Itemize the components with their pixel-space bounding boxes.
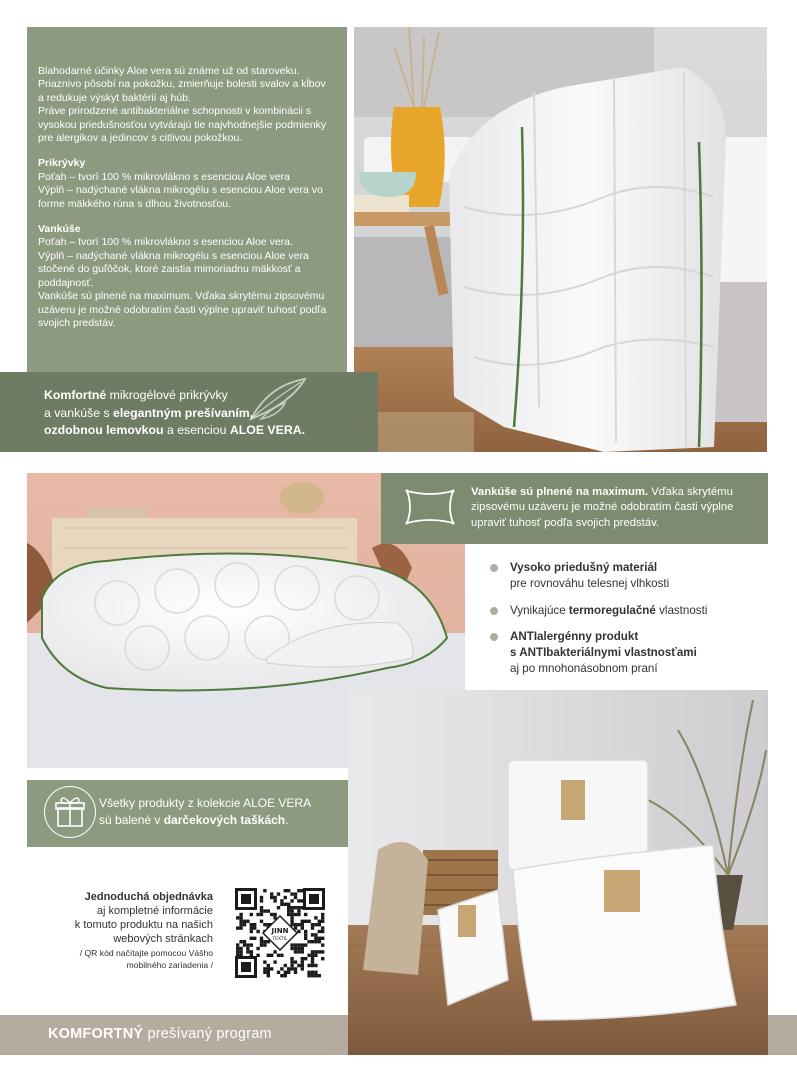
gift-line-2-post: . — [285, 813, 289, 827]
prikryvky-line-1: Poťah – tvorí 100 % mikrovlákno s esenciou Aloe vera — [38, 170, 290, 183]
bottom-band-right — [768, 1015, 797, 1055]
feature-1-line-2: pre rovnováhu telesnej vlhkosti — [510, 576, 670, 590]
banner-bold-3: ozdobnou lemovkou — [44, 423, 164, 438]
bottom-band-rest: prešívaný program — [143, 1026, 272, 1042]
order-note-1: / QR kód načítajte pomocou Vášho — [79, 948, 213, 958]
bed-duvet-photo — [354, 27, 767, 452]
intro-panel — [27, 27, 347, 372]
vankuse-line-1: Poťah – tvorí 100 % mikrovlákno s esenciou Aloe vera. — [38, 236, 293, 249]
banner-text-3: a esenciou — [163, 423, 230, 438]
bottom-band — [0, 1015, 348, 1055]
gift-icon — [44, 786, 96, 838]
feature-3-bold-2: s ANTIbakteriálnymi vlastnosťami — [510, 646, 697, 660]
banner-bold-4: ALOE VERA. — [229, 423, 306, 438]
feature-3-bold: ANTIalergénny produkt — [510, 630, 639, 644]
list-item — [490, 560, 780, 592]
list-item — [490, 603, 780, 619]
gift-line-1: Všetky produkty z kolekcie ALOE VERA — [99, 796, 312, 810]
banner-bold-1: Komfortné — [44, 388, 107, 402]
intro-paragraph-2: Práve prirodzené antibakteriálne schopnosti v kombinácii s vysokou priedušnosťou vytvárajú tie najvhodnejšie podmienky pre alergikov a jedincov s citlivou pokožkou. — [38, 105, 327, 145]
order-line-3: webových stránkach — [113, 933, 213, 945]
pillow-icon — [401, 483, 459, 531]
intro-paragraph-1: Blahodarné účinky Aloe vera sú známe už od staroveku. Priaznivo pôsobí na pokožku, zmierňuje bolesti svalov a kĺbov a redukuje výskyt baktérií aj húb. — [38, 65, 326, 104]
gift-box-text — [99, 795, 339, 829]
prikryvky-heading: Prikrývky — [38, 157, 86, 170]
vankuse-box-body: Vďaka skrytému zipsovému uzáveru je možné odobratím časti výplne upraviť tuhosť podľa svojich predstáv. — [471, 486, 734, 529]
order-note-2: mobilného zariadenia / — [126, 959, 213, 970]
order-note — [20, 948, 213, 971]
banner-text-2: a vankúše s — [44, 405, 114, 420]
vankuse-box-bold: Vankúše sú plnené na maximum. — [471, 486, 649, 498]
feature-2-pre: Vynikajúce — [510, 603, 569, 617]
bottom-band-bold: KOMFORTNÝ — [48, 1026, 144, 1042]
feature-2-post: vlastnosti — [655, 603, 708, 617]
qr-logo-line-1: JINN — [271, 927, 289, 935]
feature-1-bold: Vysoko priedušný materiál — [510, 561, 658, 574]
feature-3-line-3: aj po mnohonásobnom praní — [510, 661, 658, 675]
order-info — [20, 890, 213, 971]
vankuse-box-text — [471, 485, 763, 531]
vankuse-line-2: Výplň – nadýchané vlákna mikrogélu s esenciou Aloe vera stočené do guľôčok, ktoré zaistia mimoriadnu mäkkosť a poddajnosť. — [38, 249, 309, 289]
list-item — [490, 629, 780, 676]
bottom-band-text — [48, 1026, 272, 1042]
banner-bold-2: elegantným prešívaním, — [113, 405, 254, 420]
gift-line-2-bold: darčekových taškách — [163, 813, 286, 827]
feature-list — [490, 560, 780, 688]
banner-text — [44, 387, 344, 440]
prikryvky-line-2: Výplň – nadýchané vlákna mikrogélu s esenciou Aloe vera vo forme mäkkého rúna s dlhou životnosťou. — [38, 184, 323, 210]
vankuse-info-box — [381, 473, 768, 544]
bullet-icon — [490, 607, 498, 615]
products-photo — [348, 690, 768, 1055]
qr-code[interactable] — [233, 886, 327, 980]
feature-banner — [0, 372, 378, 452]
banner-text-1: mikrogélové prikrývky — [106, 388, 228, 402]
bullet-icon — [490, 564, 498, 572]
gift-info-box — [27, 780, 348, 847]
feature-2-bold: termoregulačné — [568, 603, 656, 617]
order-line-1: aj kompletné informácie — [96, 905, 213, 917]
order-line-2: k tomuto produktu na našich — [74, 919, 213, 931]
vankuse-heading: Vankúše — [38, 223, 81, 236]
vankuse-line-3: Vankúše sú plnené na maximum. Vďaka skrytému zipsovému uzáveru je možné odobratím časti výplne upraviť tuhosť podľa svojich predstáv. — [38, 290, 327, 329]
gift-line-2-pre: sú balené v — [99, 813, 164, 827]
bullet-icon — [490, 633, 498, 641]
order-title: Jednoduchá objednávka — [84, 891, 213, 903]
qr-logo-line-2: TEXTIL — [272, 937, 288, 942]
